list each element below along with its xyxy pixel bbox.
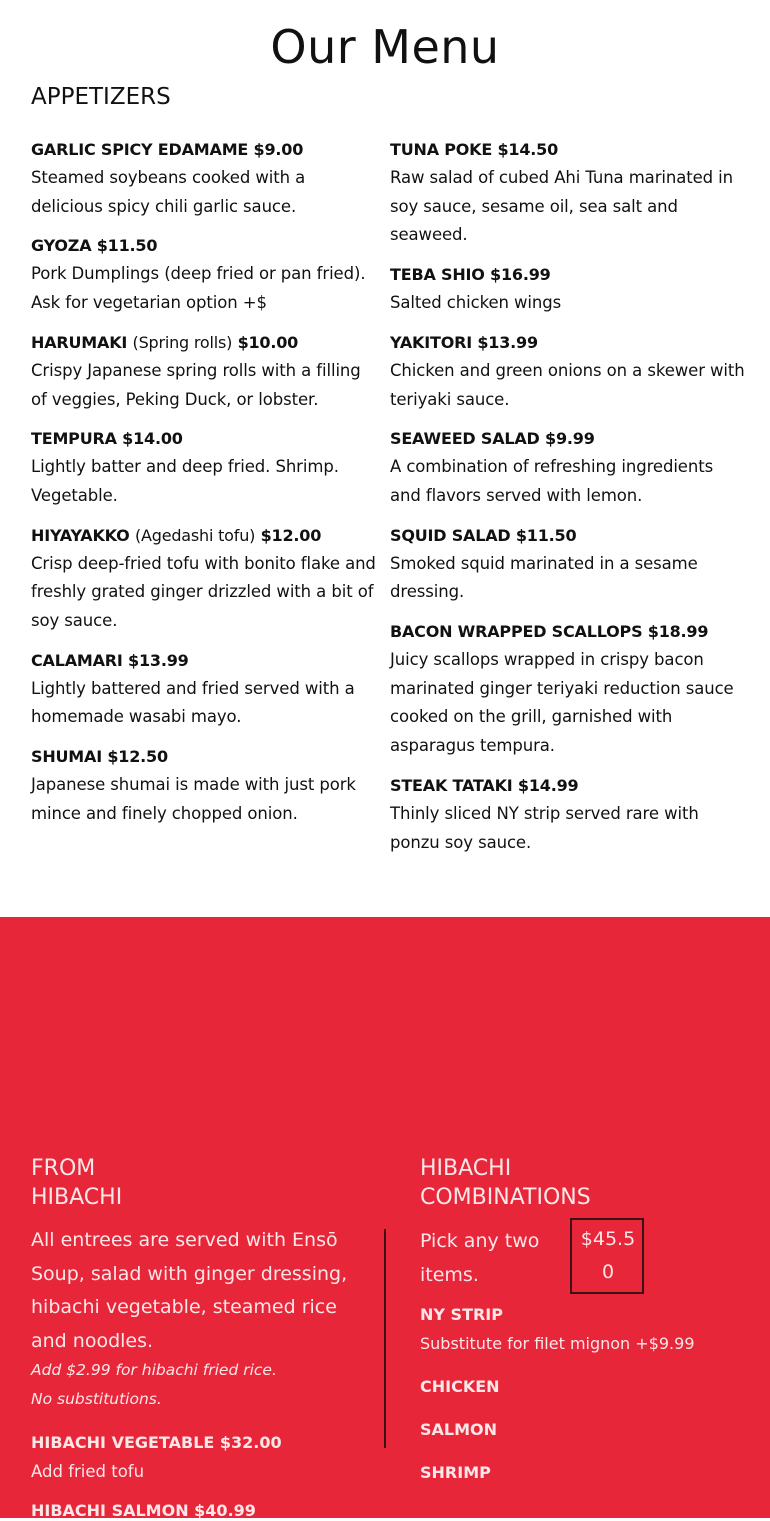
from-hibachi-heading [31, 1154, 366, 1212]
item-subtitle: (Spring rolls) [132, 332, 233, 352]
menu-item [390, 776, 745, 857]
appetizers-right-column [390, 140, 745, 872]
item-title: YAKITORI $13.99 [390, 332, 538, 352]
menu-item [390, 140, 745, 250]
combination-item-title: SHRIMP [420, 1463, 491, 1482]
item-description: Smoked squid marinated in a sesame dressing. [390, 553, 698, 602]
menu-item [31, 333, 381, 414]
hibachi-note [31, 1356, 366, 1414]
combinations-heading [420, 1154, 750, 1212]
item-description: Steamed soybeans cooked with a delicious spicy chili garlic sauce. [31, 168, 306, 216]
item-title: GARLIC SPICY EDAMAME $9.00 [31, 140, 304, 159]
item-description: Salted chicken wings [390, 293, 562, 313]
heading-line: FROM [31, 1156, 96, 1181]
pick-row [420, 1225, 750, 1294]
item-title: SQUID SALAD $11.50 [390, 525, 577, 545]
heading-line: COMBINATIONS [420, 1185, 591, 1210]
item-description: Lightly battered and fried served with a homemade wasabi mayo. [31, 678, 355, 727]
hibachi-item-description: Add fried tofu [31, 1462, 145, 1481]
menu-item [31, 429, 381, 510]
item-title [31, 526, 381, 546]
appetizers-left-column [31, 140, 381, 844]
hibachi-item-title: HIBACHI VEGETABLE $32.00 [31, 1433, 282, 1452]
menu-item [390, 265, 745, 318]
item-title: CALAMARI $13.99 [31, 650, 189, 670]
hibachi-combinations-column [420, 1154, 750, 1483]
item-description: Thinly sliced NY strip served rare with ponzu soy sauce. [390, 803, 699, 852]
combination-item-title: CHICKEN [420, 1377, 500, 1396]
section-title-appetizers: APPETIZERS [31, 84, 171, 110]
item-title: BACON WRAPPED SCALLOPS $18.99 [390, 622, 709, 642]
hibachi-item-title: HIBACHI SALMON $40.99 [31, 1501, 256, 1520]
menu-item [390, 622, 745, 761]
item-title: GYOZA $11.50 [31, 236, 158, 256]
item-price: $12.00 [260, 525, 322, 545]
combination-item-description: Substitute for filet mignon +$9.99 [420, 1334, 695, 1353]
menu-item [390, 526, 745, 607]
combination-price: $45.50 [570, 1218, 644, 1294]
hibachi-intro: All entrees are served with Ensō Soup, salad with ginger dressing, hibachi vegetable, steamed rice and noodles. [31, 1229, 348, 1352]
column-divider [384, 1229, 386, 1448]
item-name: HIYAYAKKO [31, 525, 130, 545]
item-description: Chicken and green onions on a skewer with teriyaki sauce. [390, 360, 745, 409]
hibachi-section [0, 917, 770, 1518]
item-subtitle: (Agedashi tofu) [134, 525, 256, 545]
menu-item [390, 333, 745, 414]
menu-item [31, 651, 381, 732]
heading-line: HIBACHI [31, 1185, 123, 1210]
page-title: Our Menu [270, 20, 500, 74]
menu-item [31, 140, 381, 221]
item-price: $10.00 [237, 332, 299, 352]
item-description: A combination of refreshing ingredients and flavors served with lemon. [390, 457, 714, 505]
item-description: Juicy scallops wrapped in crispy bacon marinated ginger teriyaki reduction sauce cooked on the grill, garnished with asparagus tempura. [390, 650, 734, 756]
menu-item [31, 747, 381, 828]
heading-line: HIBACHI [420, 1156, 512, 1181]
menu-item [390, 429, 745, 510]
item-description: Crisp deep-fried tofu with bonito flake and freshly grated ginger drizzled with a bit of soy sauce. [31, 553, 376, 631]
item-title: TUNA POKE $14.50 [390, 140, 559, 159]
from-hibachi-column [31, 1154, 366, 1521]
item-title: SHUMAI $12.50 [31, 747, 168, 767]
item-description: Pork Dumplings (deep fried or pan fried). Ask for vegetarian option +$ [31, 264, 366, 313]
combination-item-title: SALMON [420, 1420, 498, 1439]
menu-item [31, 526, 381, 636]
menu-item [31, 236, 381, 317]
item-description: Lightly batter and deep fried. Shrimp. Vegetable. [31, 457, 339, 505]
item-title: STEAK TATAKI $14.99 [390, 775, 579, 795]
item-name: HARUMAKI [31, 332, 128, 352]
note-line: No substitutions. [31, 1390, 162, 1408]
note-line: Add $2.99 for hibachi fried rice. [31, 1361, 277, 1379]
pick-text: Pick any two items. [420, 1230, 540, 1286]
item-title [31, 333, 381, 353]
item-description: Crispy Japanese spring rolls with a filling of veggies, Peking Duck, or lobster. [31, 360, 361, 409]
item-title: SEAWEED SALAD $9.99 [390, 429, 595, 449]
item-description: Raw salad of cubed Ahi Tuna marinated in soy sauce, sesame oil, sea salt and seaweed. [390, 168, 734, 245]
item-title: TEMPURA $14.00 [31, 429, 183, 449]
combination-item-title: NY STRIP [420, 1305, 503, 1324]
item-description: Japanese shumai is made with just pork mince and finely chopped onion. [31, 775, 356, 823]
item-title: TEBA SHIO $16.99 [390, 265, 551, 285]
